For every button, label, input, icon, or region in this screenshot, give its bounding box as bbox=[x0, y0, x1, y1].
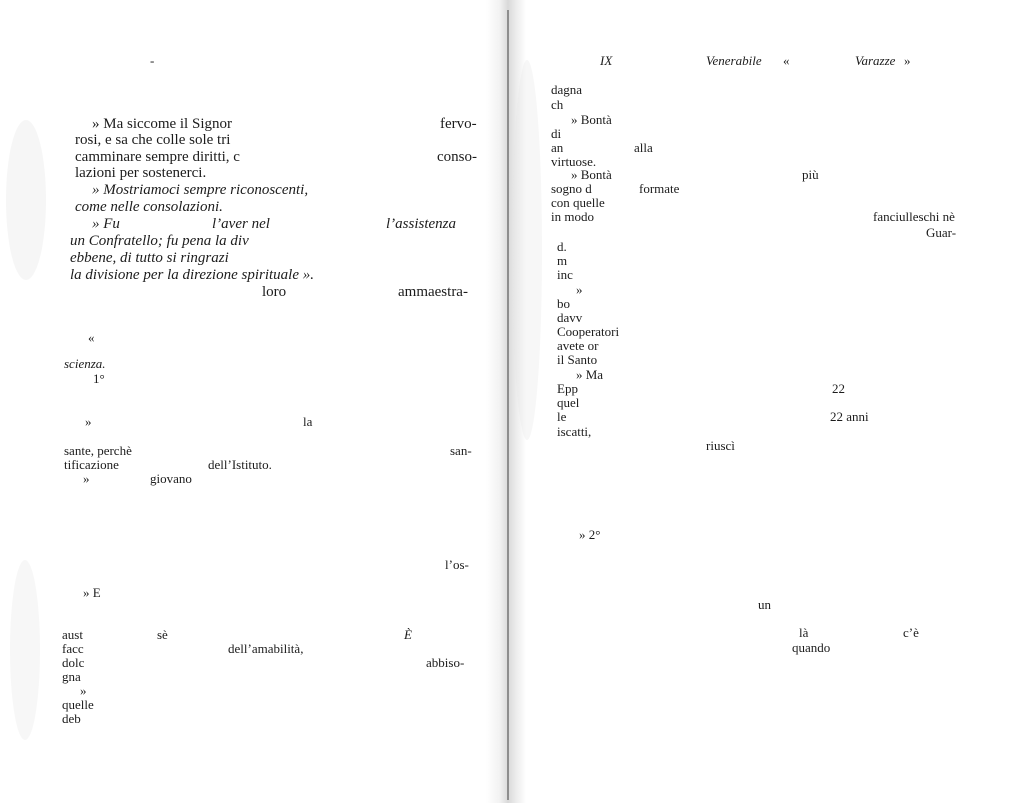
running-header-number: IX bbox=[600, 53, 613, 68]
text-line: 1° bbox=[93, 371, 105, 386]
text-line: conso- bbox=[437, 149, 477, 165]
text-line: quel bbox=[557, 395, 580, 410]
text-line: la divisione per la direzione spirituale ». bbox=[70, 267, 315, 283]
text-line: » Bontà bbox=[571, 112, 612, 127]
text-line: la bbox=[303, 414, 313, 429]
scan-noise bbox=[6, 120, 46, 280]
text-line: c’è bbox=[903, 625, 919, 640]
text-line: in modo bbox=[551, 209, 594, 224]
text-line: « bbox=[88, 330, 95, 345]
text-line: là bbox=[799, 625, 809, 640]
text-line: camminare sempre diritti, c bbox=[75, 149, 240, 165]
text-line: » bbox=[576, 282, 583, 297]
text-line: » Fu bbox=[92, 216, 120, 232]
running-header-quote-close: » bbox=[904, 53, 911, 68]
text-line: formate bbox=[639, 181, 680, 196]
text-line: loro bbox=[262, 284, 287, 300]
text-line: » E bbox=[83, 585, 101, 600]
text-line: » bbox=[80, 683, 87, 698]
text-line: aust bbox=[62, 627, 83, 642]
text-line: avete or bbox=[557, 338, 599, 353]
text-line: an bbox=[551, 140, 564, 155]
text-line: Guar- bbox=[926, 225, 957, 240]
text-line: » Mostriamoci sempre riconoscenti, bbox=[92, 182, 309, 198]
text-line: riuscì bbox=[706, 438, 735, 453]
running-header-quote-open: « bbox=[783, 53, 790, 68]
text-line: di bbox=[551, 126, 562, 141]
scan-noise bbox=[512, 60, 542, 440]
text-line: dell’Istituto. bbox=[208, 457, 272, 472]
text-line: davv bbox=[557, 310, 583, 325]
text-line: le bbox=[557, 409, 567, 424]
text-line: il Santo bbox=[557, 352, 598, 367]
text-line: tificazione bbox=[64, 457, 119, 472]
text-line: » Ma bbox=[576, 367, 604, 382]
text-line: » 2° bbox=[579, 527, 601, 542]
text-line: » bbox=[85, 414, 92, 429]
text-line: dell’amabilità, bbox=[228, 641, 304, 656]
text-line: inc bbox=[557, 267, 573, 282]
text-line: alla bbox=[634, 140, 653, 155]
text-line: fervo- bbox=[440, 116, 477, 132]
text-line: fanciulleschi nè bbox=[873, 209, 955, 224]
running-header-place: Varazze bbox=[855, 53, 896, 68]
text-line: giovano bbox=[150, 471, 192, 486]
text-line: Epp bbox=[557, 381, 578, 396]
text-line: dolc bbox=[62, 655, 85, 670]
text-line: quando bbox=[792, 640, 831, 655]
text-line: san- bbox=[450, 443, 472, 458]
stray-dash: - bbox=[150, 53, 155, 68]
text-line: scienza. bbox=[64, 356, 106, 371]
text-line: virtuose. bbox=[551, 154, 597, 169]
text-line: m bbox=[557, 253, 568, 268]
text-line: un Confratello; fu pena la div bbox=[70, 233, 249, 249]
text-line: l’os- bbox=[445, 557, 469, 572]
text-line: sè bbox=[157, 627, 168, 642]
text-line: con quelle bbox=[551, 195, 605, 210]
text-line: un bbox=[758, 597, 771, 612]
text-line: lazioni per sostenerci. bbox=[75, 165, 207, 181]
text-line: bo bbox=[557, 296, 570, 311]
text-line: sogno d bbox=[551, 181, 592, 196]
text-line: gna bbox=[62, 669, 81, 684]
text-line: abbiso- bbox=[426, 655, 465, 670]
text-line: 22 bbox=[832, 381, 845, 396]
text-line: sante, perchè bbox=[64, 443, 132, 458]
text-line: È bbox=[404, 627, 412, 642]
text-line: l’assistenza bbox=[386, 216, 457, 232]
right-page bbox=[500, 0, 1033, 803]
text-line: ebbene, di tutto si ringrazi bbox=[70, 250, 229, 266]
text-line: 22 anni bbox=[830, 409, 869, 424]
text-line: deb bbox=[62, 711, 81, 726]
text-line: iscatti, bbox=[557, 424, 592, 439]
text-line: quelle bbox=[62, 697, 94, 712]
text-line: l’aver nel bbox=[212, 216, 270, 232]
text-line: » Bontà bbox=[571, 167, 612, 182]
running-header-word: Venerabile bbox=[706, 53, 762, 68]
text-line: » Ma siccome il Signor bbox=[92, 116, 232, 132]
scan-noise bbox=[10, 560, 40, 740]
text-line: ch bbox=[551, 97, 564, 112]
text-line: ammaestra- bbox=[398, 284, 468, 300]
text-line: dagna bbox=[551, 82, 583, 97]
text-line: » bbox=[83, 471, 90, 486]
text-line: più bbox=[802, 167, 819, 182]
text-line: Cooperatori bbox=[557, 324, 620, 339]
text-line: facc bbox=[62, 641, 84, 656]
text-line: come nelle consolazioni. bbox=[75, 199, 223, 215]
text-line: d. bbox=[557, 239, 567, 254]
text-line: rosi, e sa che colle sole tri bbox=[75, 132, 231, 148]
left-page bbox=[0, 0, 500, 803]
